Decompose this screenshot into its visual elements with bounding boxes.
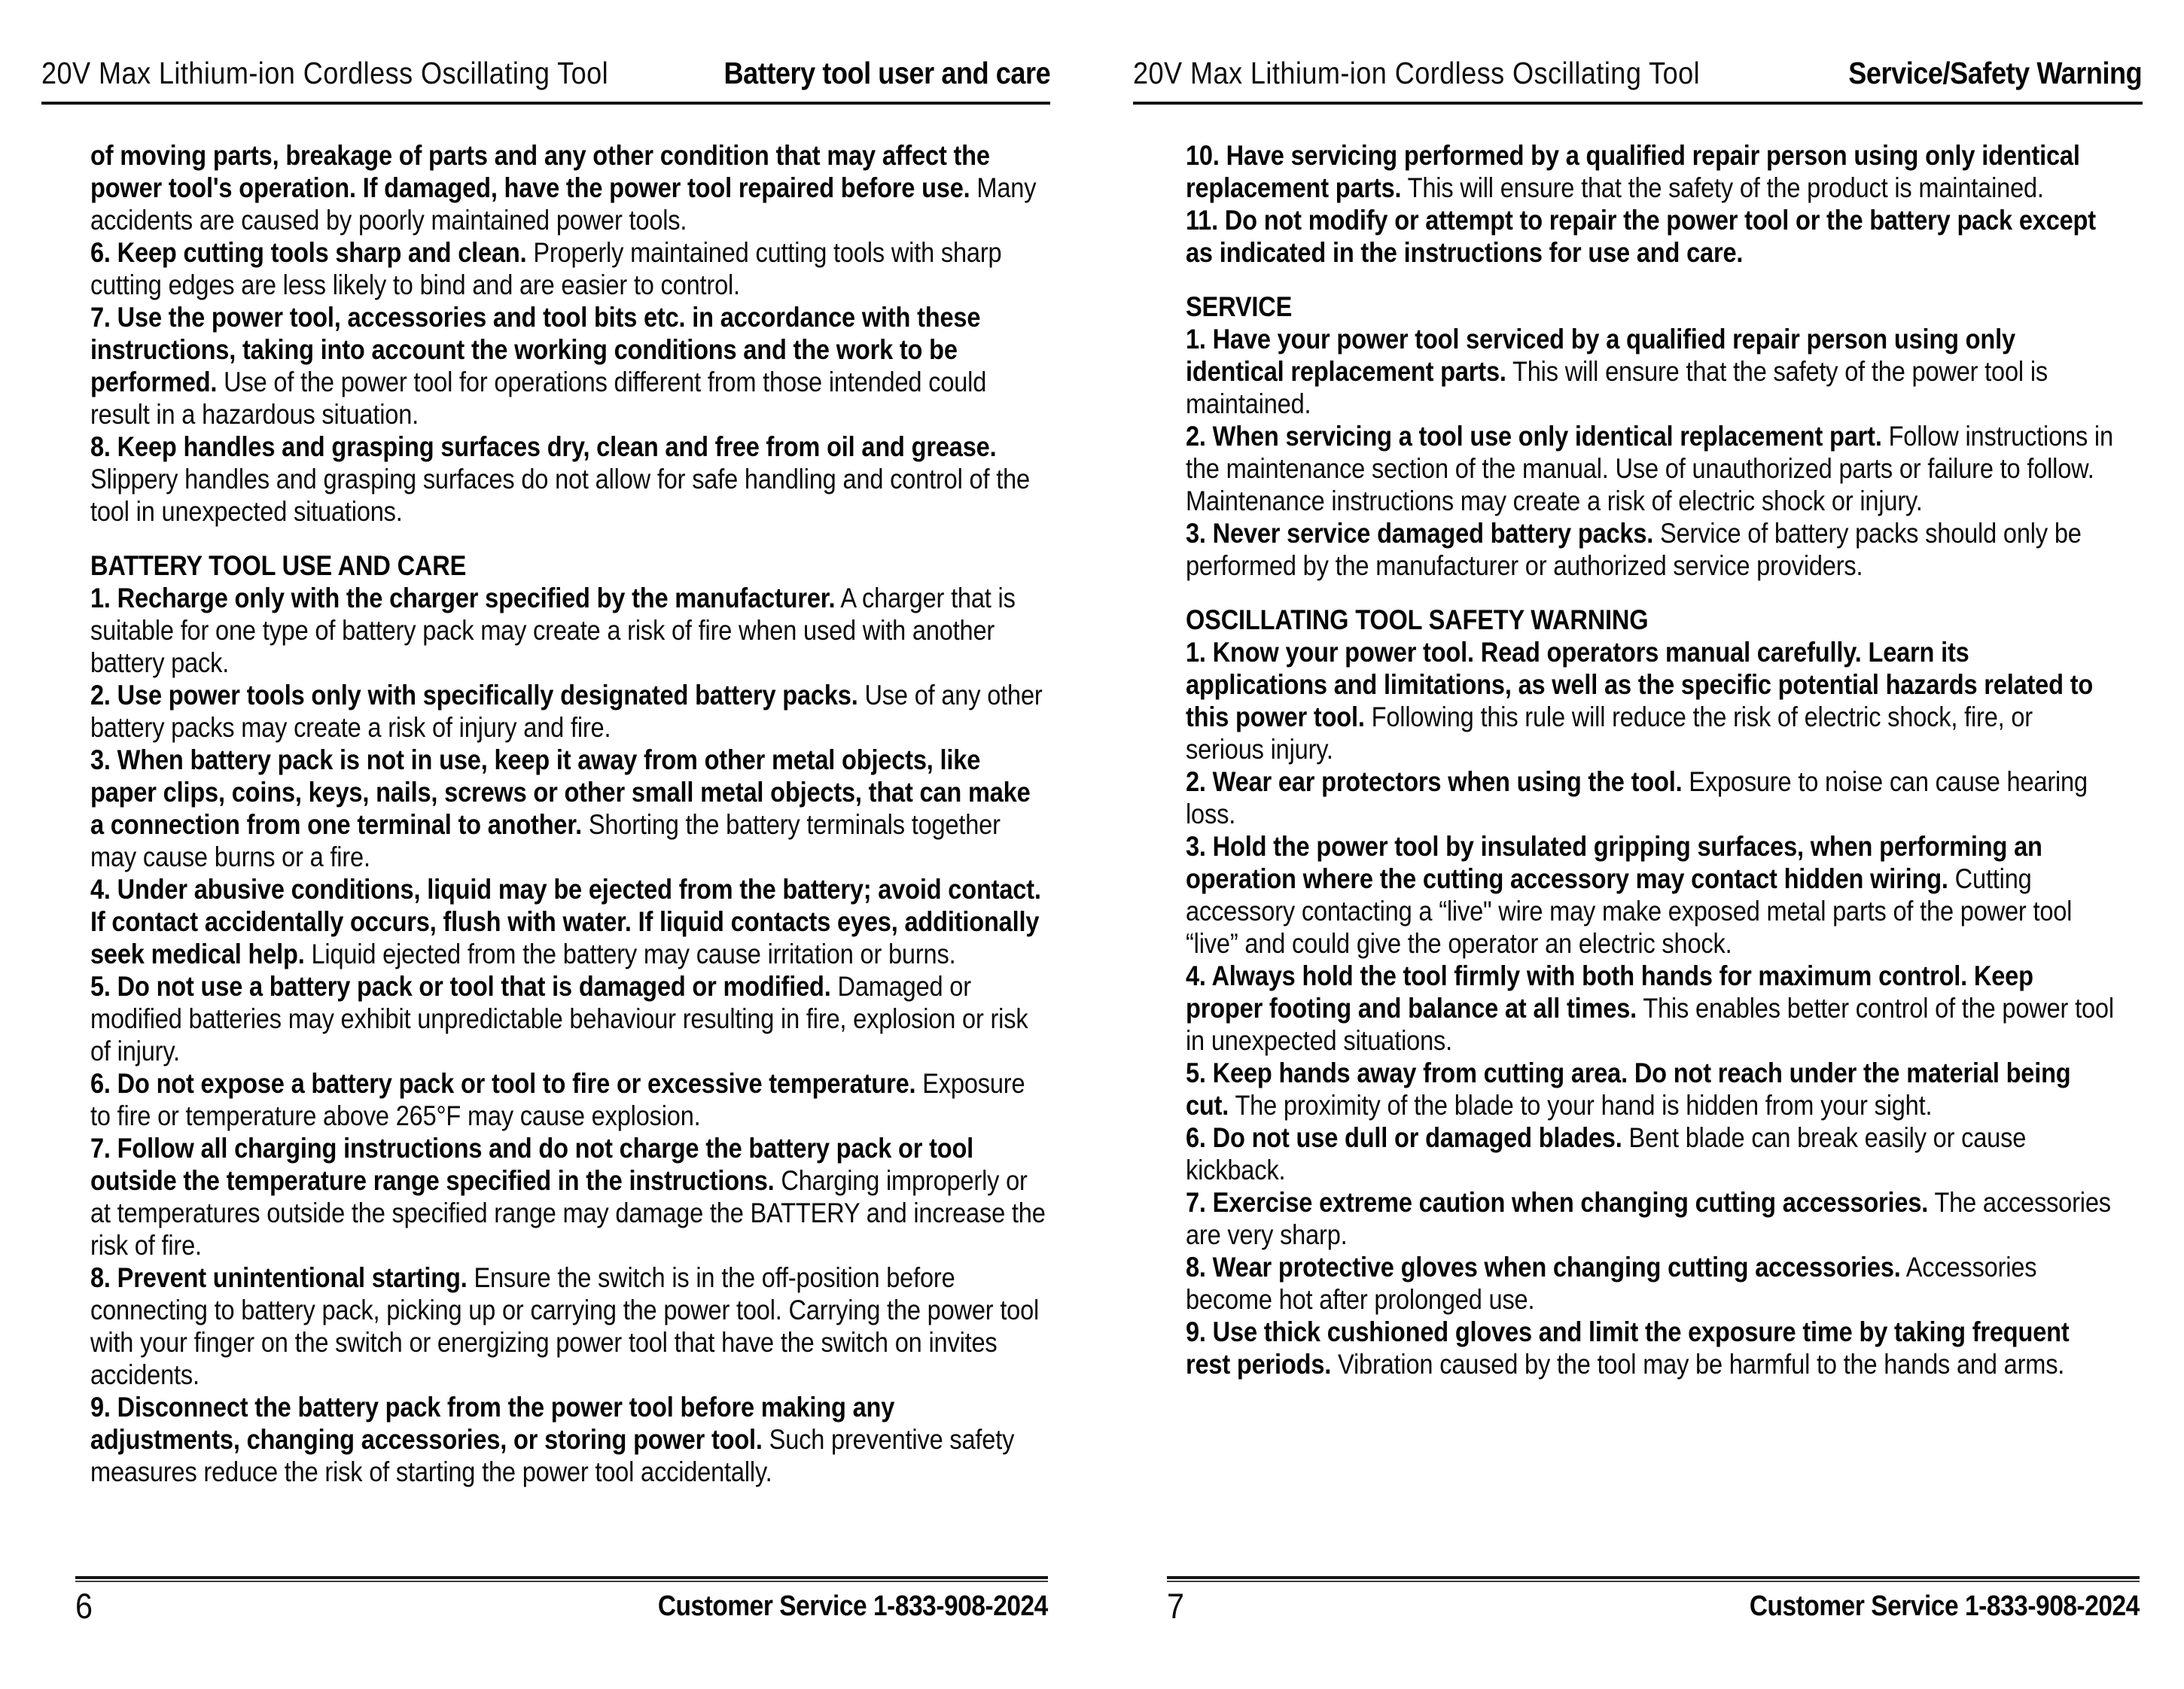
bold-text-run: 1. Recharge only with the charger specified by the manufacturer.: [90, 583, 836, 613]
header-rule: [1133, 102, 2143, 105]
footer-rule: [75, 1576, 1048, 1582]
instruction-paragraph: [1186, 323, 2115, 420]
manual-page-7: [1092, 0, 2184, 1689]
regular-text-run: Charging improperly or at temperatures outside the specified range may damage the BATTERY and increase the risk of fire.: [90, 1165, 1046, 1261]
bold-text-run: 2. Use power tools only with specifically designated battery packs.: [90, 680, 858, 711]
page-section-title: Battery tool user and care: [723, 56, 1051, 90]
regular-text-run: Following this rule will reduce the risk of electric shock, fire, or serious injury.: [1186, 701, 2033, 765]
section-heading: BATTERY TOOL USE AND CARE: [90, 550, 467, 581]
bold-text-run: 8. Prevent unintentional starting.: [90, 1262, 468, 1293]
header-rule: [41, 102, 1050, 105]
instruction-paragraph: [1186, 765, 2115, 830]
page-footer: [75, 1576, 1048, 1626]
instruction-paragraph: [90, 679, 1050, 744]
instruction-paragraph: [1186, 139, 2115, 204]
bold-text-run: 1. Know your power tool. Read operators manual carefully. Learn its applications and limitations, as well as the specific potential hazards related to this power tool.: [1186, 637, 2094, 732]
instruction-paragraph: [1186, 1316, 2115, 1380]
regular-text-run: The proximity of the blade to your hand is hidden from your sight.: [1229, 1090, 1933, 1121]
bold-text-run: 6. Do not expose a battery pack or tool to fire or excessive temperature.: [90, 1068, 916, 1099]
instruction-paragraph: [90, 1132, 1050, 1261]
page-body: [90, 139, 1050, 1488]
instruction-paragraph: [90, 139, 1050, 236]
instruction-paragraph: [90, 236, 1050, 301]
regular-text-run: This enables better control of the power tool in unexpected situations.: [1186, 993, 2114, 1056]
regular-text-run: Ensure the switch is in the off-position before connecting to battery pack, picking up or carrying the power tool. Carrying the power tool with your finger on the switch or energizing power tool that have the switch on invites accidents.: [90, 1262, 1040, 1390]
bold-text-run: 4. Under abusive conditions, liquid may be ejected from the battery; avoid contact. If contact accidentally occurs, flush with water. If liquid contacts eyes, additionally seek medical help.: [90, 874, 1041, 969]
customer-service-phone: Customer Service 1-833-908-2024: [657, 1590, 1048, 1622]
bold-text-run: 8. Keep handles and grasping surfaces dry, clean and free from oil and grease.: [90, 431, 997, 462]
page-footer: [1167, 1576, 2140, 1626]
bold-text-run: 5. Do not use a battery pack or tool that is damaged or modified.: [90, 971, 831, 1002]
instruction-paragraph: [1186, 1057, 2115, 1121]
regular-text-run: This will ensure that the safety of the product is maintained.: [1401, 172, 2044, 203]
bold-text-run: 1. Have your power tool serviced by a qualified repair person using only identical replacement parts.: [1186, 324, 2015, 387]
product-title: 20V Max Lithium-ion Cordless Oscillating Tool: [41, 56, 609, 90]
regular-text-run: Follow instructions in the maintenance section of the manual. Use of unauthorized parts or failure to follow. Maintenance instructions may create a risk of electric shock or injury.: [1186, 421, 2113, 516]
regular-text-run: A charger that is suitable for one type of battery pack may create a risk of fire when used with another battery pack.: [90, 583, 1016, 678]
instruction-paragraph: [90, 970, 1050, 1067]
footer-rule: [1167, 1576, 2140, 1582]
customer-service-phone: Customer Service 1-833-908-2024: [1749, 1590, 2140, 1622]
instruction-paragraph: [1186, 960, 2115, 1057]
instruction-paragraph: [90, 1391, 1050, 1488]
instruction-paragraph: [1186, 636, 2115, 765]
page-number: 6: [75, 1586, 93, 1626]
section-heading: OSCILLATING TOOL SAFETY WARNING: [1186, 604, 1649, 635]
page-body: [1186, 139, 2115, 1380]
page-header-row: [1133, 56, 2142, 91]
bold-text-run: 2. When servicing a tool use only identical replacement part.: [1186, 421, 1882, 452]
instruction-paragraph: [90, 431, 1050, 528]
instruction-paragraph: [1186, 1251, 2115, 1316]
instruction-paragraph: [90, 301, 1050, 431]
bold-text-run: 3. Never service damaged battery packs.: [1186, 518, 1654, 549]
page-number: 7: [1167, 1586, 1185, 1626]
bold-text-run: 10. Have servicing performed by a qualified repair person using only identical replacement parts.: [1186, 140, 2080, 203]
bold-text-run: 5. Keep hands away from cutting area. Do not reach under the material being cut.: [1186, 1058, 2071, 1121]
bold-text-run: 6. Keep cutting tools sharp and clean.: [90, 237, 527, 268]
bold-text-run: 9. Use thick cushioned gloves and limit the exposure time by taking frequent rest periods.: [1186, 1316, 2070, 1380]
instruction-paragraph: [1186, 1186, 2115, 1251]
bold-text-run: 6. Do not use dull or damaged blades.: [1186, 1122, 1622, 1153]
page-footer-row: [75, 1587, 1048, 1626]
page-header: [41, 0, 1050, 105]
regular-text-run: Use of the power tool for operations different from those intended could result in a hazardous situation.: [90, 367, 987, 430]
instruction-paragraph: [90, 873, 1050, 970]
bold-text-run: 8. Wear protective gloves when changing cutting accessories.: [1186, 1252, 1901, 1283]
instruction-paragraph: [1186, 204, 2115, 269]
instruction-paragraph: [1186, 517, 2115, 582]
bold-text-run: 3. When battery pack is not in use, keep it away from other metal objects, like paper clips, coins, keys, nails, screws or other small metal objects, that can make a connection from one terminal to another.: [90, 744, 1031, 840]
bold-text-run: 3. Hold the power tool by insulated gripping surfaces, when performing an operation where the cutting accessory may contact hidden wiring.: [1186, 831, 2042, 894]
bold-text-run: 7. Exercise extreme caution when changing cutting accessories.: [1186, 1187, 1929, 1218]
regular-text-run: Exposure to fire or temperature above 265°F may cause explosion.: [90, 1068, 1025, 1131]
regular-text-run: Properly maintained cutting tools with sharp cutting edges are less likely to bind and are easier to control.: [90, 237, 1002, 300]
page-header-row: [41, 56, 1050, 91]
bold-text-run: 9. Disconnect the battery pack from the power tool before making any adjustments, changing accessories, or storing power tool.: [90, 1392, 895, 1455]
regular-text-run: Liquid ejected from the battery may cause irritation or burns.: [304, 939, 956, 969]
bold-text-run: 7. Use the power tool, accessories and tool bits etc. in accordance with these instructions, taking into account the working conditions and the work to be performed.: [90, 302, 981, 397]
page-section-title: Service/Safety Warning: [1848, 56, 2143, 90]
instruction-paragraph: [90, 744, 1050, 873]
section-heading: SERVICE: [1186, 291, 1293, 322]
regular-text-run: Damaged or modified batteries may exhibit unpredictable behaviour resulting in fire, explosion or risk of injury.: [90, 971, 1028, 1067]
instruction-paragraph: [1186, 1121, 2115, 1186]
bold-text-run: 11. Do not modify or attempt to repair the power tool or the battery pack except as indicated in the instructions for use and care.: [1186, 205, 2096, 268]
instruction-paragraph: [90, 1261, 1050, 1391]
page-header: [1133, 0, 2143, 105]
regular-text-run: Exposure to noise can cause hearing loss.: [1186, 766, 2088, 829]
instruction-paragraph: [90, 582, 1050, 679]
regular-text-run: Shorting the battery terminals together may cause burns or a fire.: [90, 809, 1001, 872]
regular-text-run: Vibration caused by the tool may be harmful to the hands and arms.: [1331, 1349, 2065, 1380]
bold-text-run: of moving parts, breakage of parts and any other condition that may affect the power tool's operation. If damaged, have the power tool repaired before use.: [90, 140, 990, 203]
product-title: 20V Max Lithium-ion Cordless Oscillating Tool: [1133, 56, 1701, 90]
bold-text-run: 4. Always hold the tool firmly with both hands for maximum control. Keep proper footing and balance at all times.: [1186, 960, 2033, 1024]
regular-text-run: Accessories become hot after prolonged use.: [1186, 1252, 2037, 1315]
regular-text-run: Service of battery packs should only be performed by the manufacturer or authorized service providers.: [1186, 518, 2082, 581]
regular-text-run: The accessories are very sharp.: [1186, 1187, 2111, 1250]
instruction-paragraph: [1186, 420, 2115, 517]
instruction-paragraph: [90, 1067, 1050, 1132]
regular-text-run: Use of any other battery packs may create a risk of injury and fire.: [90, 680, 1043, 743]
regular-text-run: Slippery handles and grasping surfaces do not allow for safe handling and control of the tool in unexpected situations.: [90, 464, 1030, 527]
regular-text-run: This will ensure that the safety of the power tool is maintained.: [1186, 356, 2048, 419]
regular-text-run: Many accidents are caused by poorly maintained power tools.: [90, 172, 1037, 236]
page-footer-row: [1167, 1587, 2140, 1626]
bold-text-run: 2. Wear ear protectors when using the tool.: [1186, 766, 1683, 797]
bold-text-run: 7. Follow all charging instructions and do not charge the battery pack or tool outside the temperature range specified in the instructions.: [90, 1133, 974, 1196]
regular-text-run: Cutting accessory contacting a “live" wire may make exposed metal parts of the power tool “live” and could give the operator an electric shock.: [1186, 863, 2073, 959]
regular-text-run: Such preventive safety measures reduce the risk of starting the power tool accidentally.: [90, 1424, 1015, 1487]
regular-text-run: Bent blade can break easily or cause kickback.: [1186, 1122, 2027, 1185]
instruction-paragraph: [1186, 830, 2115, 960]
